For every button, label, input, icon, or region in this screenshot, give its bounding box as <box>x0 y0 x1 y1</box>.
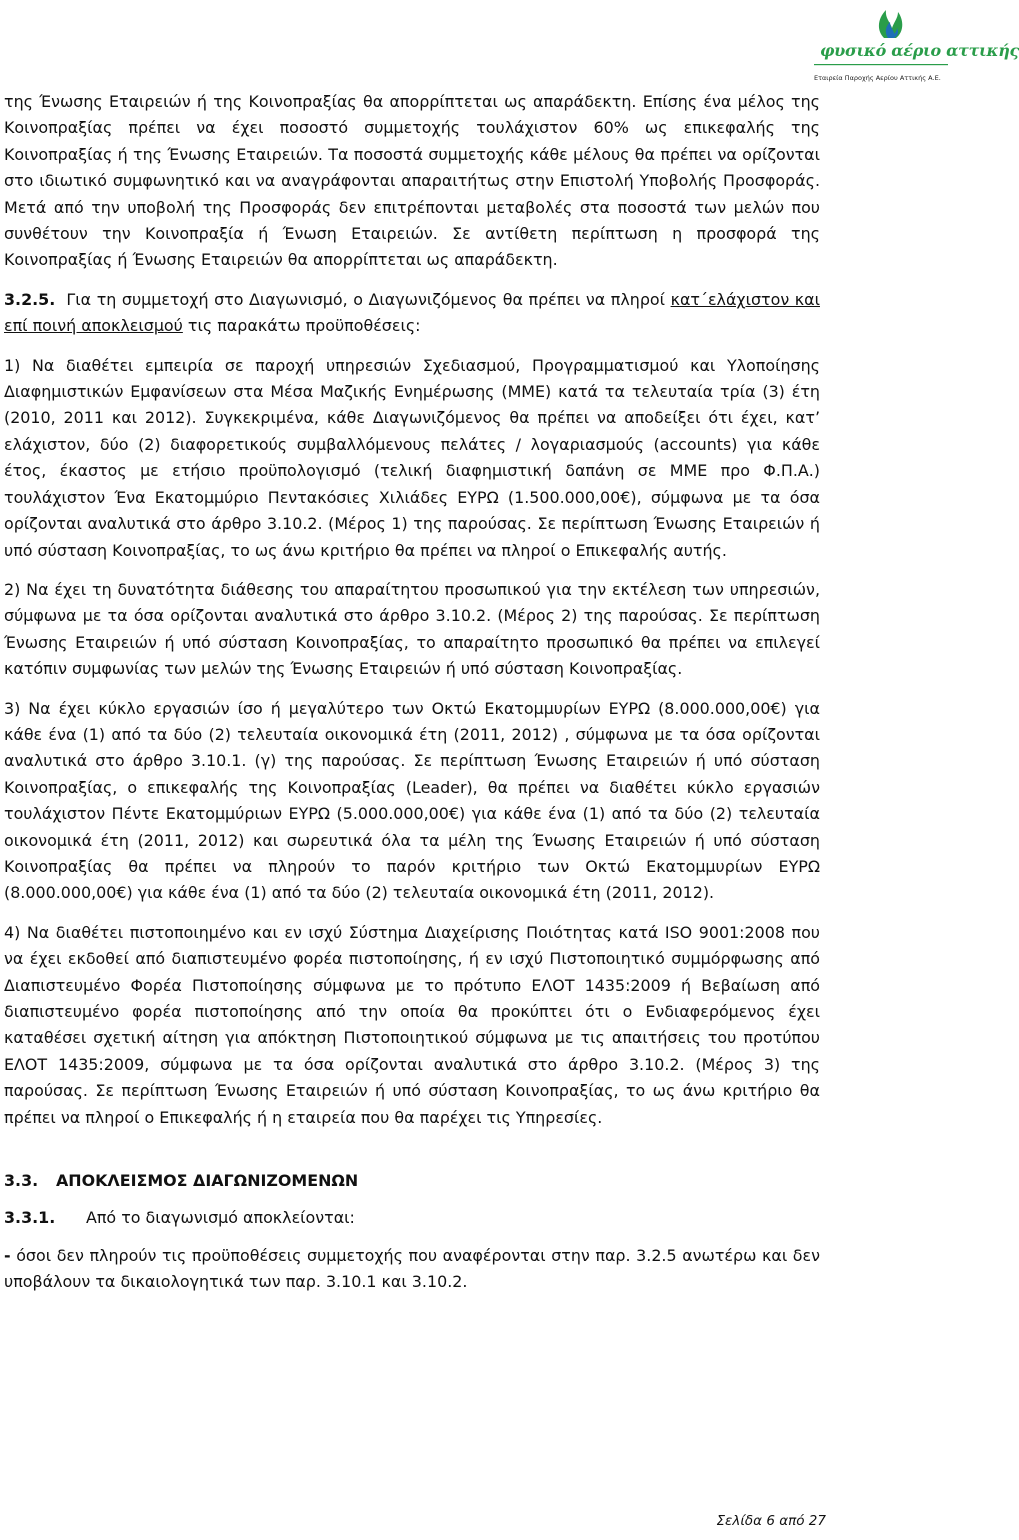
section-underlined-text: κατ΄ελάχιστον και επί ποινή αποκλεισμού <box>4 289 820 336</box>
company-logo <box>806 4 1019 84</box>
section-heading-3-3 <box>4 1168 820 1194</box>
bullet-dash: - <box>4 1245 11 1265</box>
requirement-1: 1) Να διαθέτει εμπειρία σε παροχή υπηρεσιών Σχεδιασμού, Προγραμματισμού και Υλοποίησης Διαφημιστικών Εμφανίσεων στα Μέσα Μαζικής Ενημέρωσης (ΜΜΕ) κατά τα τελευταία τρία (3) έτη (2010, 2011 και 2012). Συγκεκριμένα, κάθε Διαγωνιζόμενος θα πρέπει να αποδείξει ότι έχει, κατ’ ελάχιστον, δύο (2) διαφορετικούς συμβαλλόμενους πελάτες / λογαριασμούς (accounts) για κάθε έτος, έκαστος με ετήσιο προϋπολογισμό (τελική διαφημιστική δαπάνη σε ΜΜΕ προ Φ.Π.Α.) τουλάχιστον Ένα Εκατομμύριο Πεντακόσιες Χιλιάδες ΕΥΡΩ (1.500.000,00€), σύμφωνα με τα όσα ορίζονται αναλυτικά στο άρθρο 3.10.2. (Μέρος 1) της παρούσας. Σε περίπτωση Ένωσης Εταιρειών ή υπό σύσταση Κοινοπραξίας, το ως άνω κριτήριο θα πρέπει να πληροί ο Επικεφαλής αυτής. <box>4 355 820 560</box>
exclusion-item <box>4 1243 820 1296</box>
logo-title: φυσικό αέριο αττικής <box>820 41 1019 60</box>
subsection-text: Από το διαγωνισμό αποκλείονται: <box>86 1208 355 1228</box>
document-body <box>4 89 820 1296</box>
section-text: Για τη συμμετοχή στο Διαγωνισμό, ο Διαγωνιζόμενος θα πρέπει να πληροί <box>66 289 666 309</box>
page-number: Σελίδα 6 από 27 <box>716 1513 826 1529</box>
paragraph-joint-venture: της Ένωσης Εταιρειών ή της Κοινοπραξίας θα απορρίπτεται ως απαράδεκτη. Επίσης ένα μέλος της Κοινοπραξίας πρέπει να έχει ποσοστό συμμετοχής τουλάχιστον 60% ως επικεφαλής της Κοινοπραξίας ή της Ένωσης Εταιρειών. Τα ποσοστά συμμετοχής κάθε μέλους θα πρέπει να ορίζονται στο ιδιωτικό συμφωνητικό και να αναγράφονται απαραιτήτως στην Επιστολή Υποβολής Προσφοράς. Μετά από την υποβολή της Προσφοράς δεν επιτρέπονται μεταβολές στα ποσοστά των μελών που συνθέτουν την Κοινοπραξία ή Ένωση Εταιρειών. Σε αντίθετη περίπτωση η προσφορά της Κοινοπραξίας ή Ένωσης Εταιρειών θα απορρίπτεται ως απαράδεκτη. <box>4 92 820 270</box>
heading-number: 3.3. <box>4 1171 39 1191</box>
logo-subtitle: Εταιρεία Παροχής Αερίου Αττικής Α.Ε. <box>814 74 941 82</box>
requirement-2: 2) Να έχει τη δυνατότητα διάθεσης του απαραίτητου προσωπικού για την εκτέλεση των υπηρεσιών, σύμφωνα με τα όσα ορίζονται αναλυτικά στο άρθρο 3.10.2. (Μέρος 2) της παρούσας. Σε περίπτωση Ένωσης Εταιρειών ή υπό σύσταση Κοινοπραξίας, το απαραίτητο προσωπικό θα πρέπει να επιλεγεί κατόπιν συμφωνίας των μελών της Ένωσης Εταιρειών ή υπό σύσταση Κοινοπραξίας. <box>4 579 820 679</box>
bullet-text: όσοι δεν πληρούν τις προϋποθέσεις συμμετοχής που αναφέρονται στην παρ. 3.2.5 ανωτέρω και δεν υποβάλουν τα δικαιολογητικά των παρ. 3.10.1 και 3.10.2. <box>4 1245 820 1292</box>
section-3-3-1 <box>4 1205 820 1231</box>
requirement-3: 3) Να έχει κύκλο εργασιών ίσο ή μεγαλύτερο των Οκτώ Εκατομμυρίων ΕΥΡΩ (8.000.000,00€) για κάθε ένα (1) από τα δύο (2) τελευταία οικονομικά έτη (2011, 2012) , σύμφωνα με τα όσα ορίζονται αναλυτικά στο άρθρο 3.10.1. (γ) της παρούσας. Σε περίπτωση Ένωσης Εταιρειών ή υπό σύσταση Κοινοπραξίας, ο επικεφαλής της Κοινοπραξίας (Leader), θα πρέπει να διαθέτει κύκλο εργασιών τουλάχιστον Πέντε Εκατομμύριων ΕΥΡΩ (5.000.000,00€) για κάθε ένα (1) από τα δύο (2) τελευταία οικονομικά έτη (2011, 2012) και σωρευτικά όλα τα μέλη της Ένωσης Εταιρειών ή υπό σύσταση Κοινοπραξίας θα πρέπει να πληρούν το παρόν κριτήριο των Οκτώ Εκατομμυρίων ΕΥΡΩ (8.000.000,00€) για κάθε ένα (1) από τα δύο (2) τελευταία οικονομικά έτη (2011, 2012). <box>4 698 820 903</box>
section-text-end: τις παρακάτω προϋποθέσεις: <box>187 316 421 336</box>
subsection-number: 3.3.1. <box>4 1208 56 1228</box>
section-number: 3.2.5. <box>4 289 56 309</box>
requirement-4: 4) Να διαθέτει πιστοποιημένο και εν ισχύ Σύστημα Διαχείρισης Ποιότητας κατά ISO 9001:2008 που να έχει εκδοθεί από διαπιστευμένο φορέα πιστοποίησης, ή εν ισχύ Πιστοποιητικό συμμόρφωσης από Διαπιστευμένο Φορέα Πιστοποίησης σύμφωνα με το πρότυπο ΕΛΟΤ 1435:2009 ή Βεβαίωση από διαπιστευμένο φορέα πιστοποίησης από την οποία θα προκύπτει ότι ο Ενδιαφερόμενος έχει καταθέσει σχετική αίτηση για απόκτηση Πιστοποιητικού σύμφωνα με τις απαιτήσεις του προτύπου ΕΛΟΤ 1435:2009, σύμφωνα με τα όσα ορίζονται αναλυτικά στο άρθρο 3.10.2. (Μέρος 3) της παρούσας. Σε περίπτωση Ένωσης Εταιρειών ή υπό σύσταση Κοινοπραξίας, το ως άνω κριτήριο θα πρέπει να πληροί ο Επικεφαλής ή η εταιρεία που θα παρέχει τις Υπηρεσίες. <box>4 922 820 1127</box>
section-3-2-5 <box>4 287 820 340</box>
heading-title: ΑΠΟΚΛΕΙΣΜΟΣ ΔΙΑΓΩΝΙΖΟΜΕΝΩΝ <box>56 1171 359 1191</box>
